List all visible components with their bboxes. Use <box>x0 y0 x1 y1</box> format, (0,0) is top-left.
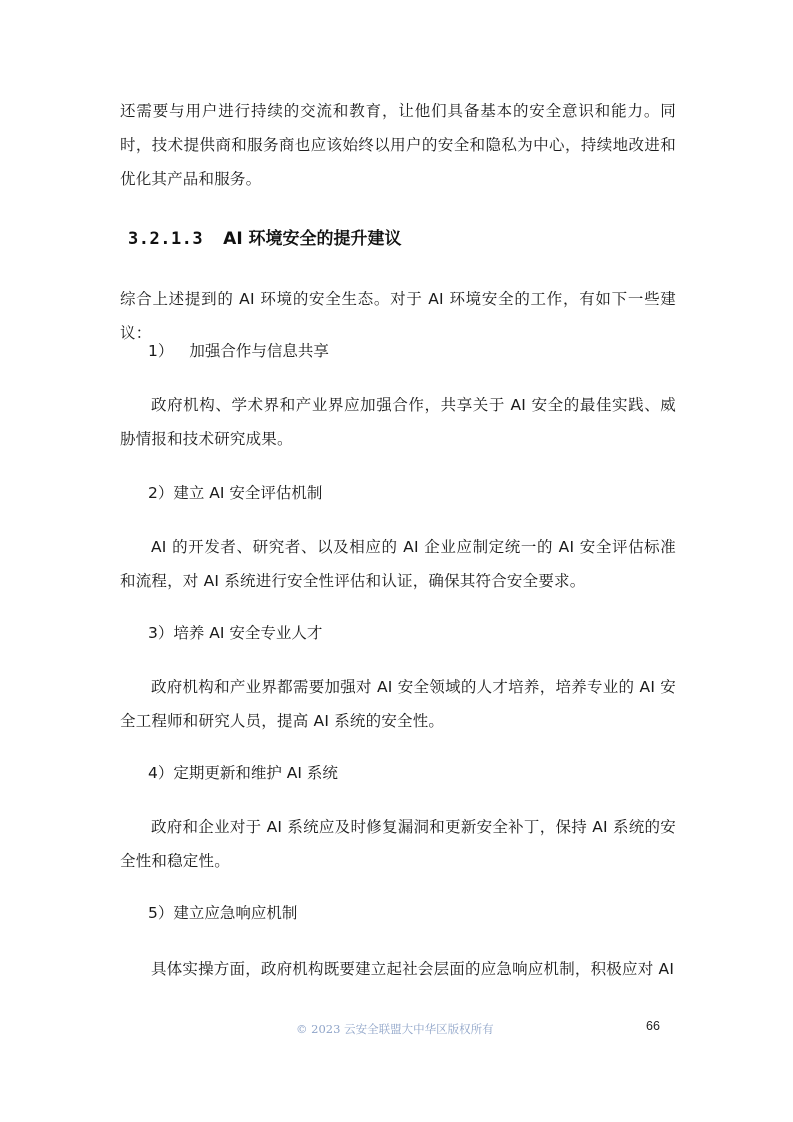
item-body-5: 具体实操方面，政府机构既要建立起社会层面的应急响应机制，积极应对 AI <box>151 960 675 978</box>
item-heading-text: 建立应急响应机制 <box>173 904 298 922</box>
item-heading-3 <box>148 618 322 648</box>
section-title: AI 环境安全的提升建议 <box>223 229 402 249</box>
item-marker: 4） <box>148 764 174 782</box>
item-heading-2 <box>148 478 322 508</box>
footer-copyright: © 2023 云安全联盟大中华区版权所有 <box>296 1022 494 1036</box>
item-body-3: 政府机构和产业界都需要加强对 AI 安全领域的人才培养，培养专业的 AI 安全工程师和研究人员，提高 AI 系统的安全性。 <box>120 678 676 730</box>
item-marker: 2） <box>148 484 174 502</box>
item-body-2: AI 的开发者、研究者、以及相应的 AI 企业应制定统一的 AI 安全评估标准和流程，对 AI 系统进行安全性评估和认证，确保其符合安全要求。 <box>120 538 676 590</box>
item-heading-text: 加强合作与信息共享 <box>189 342 329 360</box>
item-heading-1 <box>148 336 329 366</box>
item-marker: 3） <box>148 624 174 642</box>
item-heading-text: 定期更新和维护 AI 系统 <box>173 764 338 782</box>
item-body-4: 政府和企业对于 AI 系统应及时修复漏洞和更新安全补丁，保持 AI 系统的安全性和稳定性。 <box>120 818 676 870</box>
section-number: 3.2.1.3 <box>128 229 204 249</box>
item-marker: 5） <box>148 904 174 922</box>
lead-paragraph: 综合上述提到的 AI 环境的安全生态。对于 AI 环境安全的工作，有如下一些建议： <box>120 290 676 342</box>
section-heading <box>128 224 402 254</box>
item-heading-text: 建立 AI 安全评估机制 <box>173 484 323 502</box>
item-heading-5 <box>148 898 297 928</box>
item-heading-4 <box>148 758 338 788</box>
page-number: 66 <box>646 1019 660 1033</box>
item-marker: 1） <box>148 342 174 360</box>
item-body-1: 政府机构、学术界和产业界应加强合作，共享关于 AI 安全的最佳实践、威胁情报和技术研究成果。 <box>120 396 676 448</box>
intro-paragraph: 还需要与用户进行持续的交流和教育，让他们具备基本的安全意识和能力。同时，技术提供商和服务商也应该始终以用户的安全和隐私为中心，持续地改进和优化其产品和服务。 <box>120 102 676 188</box>
item-heading-text: 培养 AI 安全专业人才 <box>173 624 323 642</box>
